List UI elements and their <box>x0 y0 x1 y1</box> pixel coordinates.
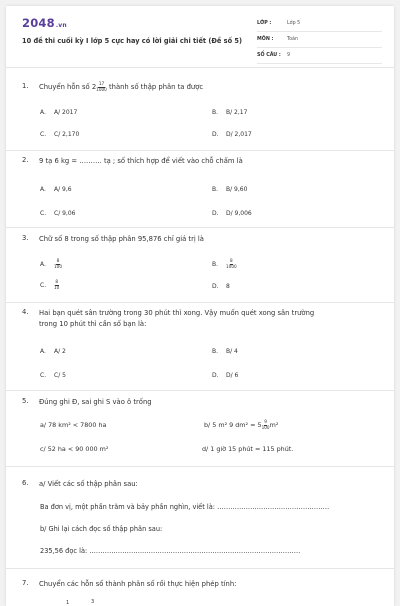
fraction <box>54 259 62 269</box>
meta-value: Toán <box>287 37 299 42</box>
sub-question-text: b/ Ghi lại cách đọc số thập phân sau: <box>40 525 163 533</box>
question-text <box>39 82 203 93</box>
document-header <box>6 6 394 68</box>
statement-text: c/ 52 ha < 90 000 m² <box>40 445 109 453</box>
question-number: 1. <box>22 82 29 90</box>
option-letter: D. <box>212 283 219 290</box>
meta-key: SỐ CÂU : <box>257 53 281 58</box>
question-number: 3. <box>22 234 29 242</box>
option-d[interactable] <box>212 210 252 217</box>
answer-line: 235,56 đọc là: …………………………………………………………………………………… <box>40 547 301 555</box>
document-page <box>6 6 394 606</box>
meta-key: LỚP : <box>257 21 272 26</box>
option-letter: B. <box>212 260 219 268</box>
option-letter: B. <box>212 348 219 355</box>
option-text: 8 <box>226 283 230 290</box>
divider <box>6 150 394 151</box>
sub-question-b <box>40 525 162 533</box>
question-text: Chuyển các hỗn số thành phân số rồi thực hiện phép tính: <box>39 580 237 588</box>
option-a[interactable] <box>40 186 72 193</box>
option-a[interactable] <box>40 109 77 116</box>
option-c[interactable] <box>40 131 79 138</box>
fill-in-line-1[interactable] <box>40 503 329 511</box>
logo-suffix: .vn <box>55 22 67 29</box>
fraction-denominator: 1000 <box>226 263 237 269</box>
logo-text: 2048 <box>22 16 55 30</box>
option-text: B/ 4 <box>226 348 238 355</box>
option-text: B/ 9,60 <box>226 186 248 193</box>
question-5-head <box>22 397 152 408</box>
divider <box>6 302 394 303</box>
option-text: A/ 2 <box>54 348 66 355</box>
fraction-denominator: 10 <box>54 284 60 290</box>
fraction-denominator: 100 <box>54 263 62 269</box>
expression-fragment: 3 <box>91 599 95 605</box>
meta-value: Lớp 5 <box>287 21 301 26</box>
document-title: 10 đề thi cuối kỳ I lớp 5 cực hay có lời giải chi tiết (Đề số 5) <box>22 37 243 45</box>
option-c[interactable] <box>40 280 59 290</box>
option-a[interactable] <box>40 348 66 355</box>
option-d[interactable] <box>212 283 230 290</box>
option-letter: C. <box>40 281 47 289</box>
option-text: D/ 6 <box>226 372 239 379</box>
site-logo[interactable] <box>22 16 67 30</box>
option-letter: D. <box>212 210 219 217</box>
option-text: C/ 5 <box>54 372 66 379</box>
option-d[interactable] <box>212 131 252 138</box>
text-part: thành số thập phân ta được <box>106 83 204 92</box>
meta-row-subject <box>257 32 382 48</box>
option-text: B/ 2,17 <box>226 109 248 116</box>
option-b[interactable] <box>212 348 238 355</box>
option-letter: C. <box>40 131 47 138</box>
question-text: a/ Viết các số thập phân sau: <box>39 480 138 488</box>
statement-d[interactable] <box>202 445 293 453</box>
fraction <box>226 259 237 269</box>
statement-c[interactable] <box>40 445 108 453</box>
question-4-head <box>22 308 314 330</box>
question-number: 4. <box>22 308 29 316</box>
option-a[interactable] <box>40 259 62 269</box>
statement-text: a/ 78 km² < 7800 ha <box>40 421 107 429</box>
meta-table <box>257 16 382 64</box>
fraction <box>96 82 107 92</box>
divider <box>6 568 394 569</box>
option-letter: B. <box>212 186 219 193</box>
option-letter: A. <box>40 348 46 355</box>
meta-row-count <box>257 48 382 64</box>
option-letter: D. <box>212 372 219 379</box>
meta-key: MÔN : <box>257 37 274 42</box>
question-number: 7. <box>22 579 29 587</box>
option-b[interactable] <box>212 259 237 269</box>
option-text: C/ 2,170 <box>54 131 80 138</box>
question-number: 5. <box>22 397 29 405</box>
question-line: trong 10 phút thì cần số bạn là: <box>39 320 147 328</box>
fraction <box>54 280 59 290</box>
divider <box>6 390 394 391</box>
divider <box>6 227 394 228</box>
option-letter: B. <box>212 109 219 116</box>
fraction-numerator: 9 <box>264 419 267 424</box>
meta-row-class <box>257 16 382 32</box>
statement-b[interactable] <box>204 420 278 430</box>
answer-line: Ba đơn vị, một phần trăm và bảy phần nghìn, viết là: …………………………………………… <box>40 503 330 511</box>
option-b[interactable] <box>212 109 247 116</box>
statement-text: m² <box>269 421 279 430</box>
fraction-denominator: 100 <box>261 424 270 430</box>
option-text: D/ 9,006 <box>226 210 252 217</box>
option-letter: D. <box>212 131 219 138</box>
option-c[interactable] <box>40 210 75 217</box>
question-6-head <box>22 479 138 490</box>
fraction-denominator: 1000 <box>96 86 107 92</box>
fraction-numerator: 8 <box>230 258 233 263</box>
statement-text: d/ 1 giờ 15 phút = 115 phút. <box>202 445 294 453</box>
option-letter: A. <box>40 109 46 116</box>
question-text: Chữ số 8 trong số thập phân 95,876 chỉ giá trị là <box>39 235 204 243</box>
question-line: Hai bạn quét sân trường trong 30 phút thì xong. Vậy muốn quét xong sân trường <box>39 309 315 317</box>
option-c[interactable] <box>40 372 66 379</box>
option-d[interactable] <box>212 372 238 379</box>
fraction-numerator: 8 <box>56 258 60 263</box>
question-text: Đúng ghi Đ, sai ghi S vào ô trống <box>39 398 152 406</box>
question-number: 2. <box>22 156 29 164</box>
fill-in-line-2[interactable] <box>40 547 300 555</box>
option-letter: A. <box>40 260 46 268</box>
question-2-head <box>22 156 243 167</box>
statement-a[interactable] <box>40 421 106 429</box>
question-number: 6. <box>22 479 29 487</box>
question-text: 9 tạ 6 kg = ………. tạ ; số thích hợp để viết vào chỗ chấm là <box>39 157 243 165</box>
partial-expression-left <box>66 600 69 606</box>
question-text <box>39 308 314 330</box>
option-text: C/ 9,06 <box>54 210 76 217</box>
divider <box>6 466 394 467</box>
question-7-head <box>22 579 236 590</box>
option-letter: C. <box>40 372 47 379</box>
option-letter: C. <box>40 210 47 217</box>
option-text: A/ 2017 <box>54 109 78 116</box>
text-part: Chuyển hỗn số 2 <box>39 83 97 92</box>
option-letter: A. <box>40 186 46 193</box>
question-1-head <box>22 82 203 93</box>
option-b[interactable] <box>212 186 247 193</box>
fraction <box>262 420 270 430</box>
meta-value: 9 <box>287 53 291 58</box>
question-3-head <box>22 234 204 245</box>
statement-text: b/ 5 m² 9 dm² = 5 <box>204 421 262 430</box>
fraction-numerator: 8 <box>55 279 58 284</box>
expression-fragment: 1 <box>66 600 70 606</box>
option-text: A/ 9,6 <box>54 186 72 193</box>
fraction-numerator: 17 <box>98 81 105 86</box>
option-text: D/ 2,017 <box>226 131 252 138</box>
